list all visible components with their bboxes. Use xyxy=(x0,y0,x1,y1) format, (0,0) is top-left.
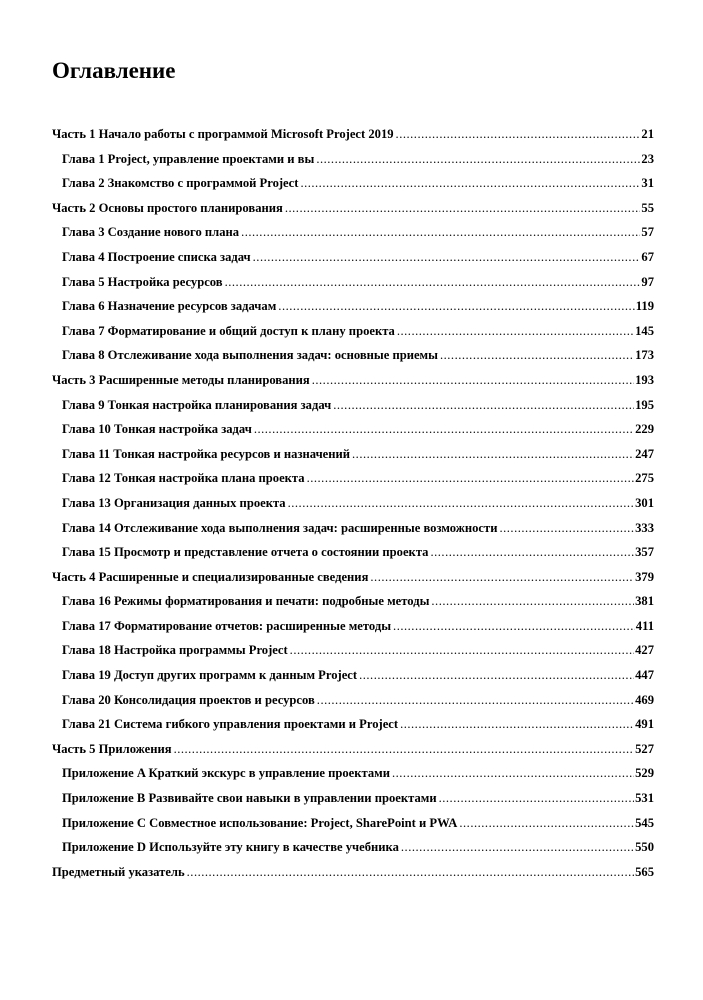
toc-page-number: 229 xyxy=(635,422,654,437)
toc-page-number: 173 xyxy=(635,348,654,363)
toc-page-number: 275 xyxy=(635,471,654,486)
toc-entry-title: Глава 5 Настройка ресурсов xyxy=(62,274,223,289)
toc-chapter-10 xyxy=(52,417,654,442)
toc-entry-title: Глава 15 Просмотр и представление отчета о состоянии проекта xyxy=(62,545,429,560)
toc-page-number: 357 xyxy=(635,545,654,560)
toc-chapter-16 xyxy=(52,589,654,614)
leader-dots xyxy=(396,122,641,147)
toc-page-number: 491 xyxy=(635,717,654,732)
toc-entry-title: Приложение C Совместное использование: Project, SharePoint и PWA xyxy=(62,815,458,830)
toc-chapter-7 xyxy=(52,319,654,344)
leader-dots xyxy=(241,220,640,245)
toc-appendix-d xyxy=(52,835,654,860)
toc-page-number: 565 xyxy=(635,864,654,879)
leader-dots xyxy=(316,147,640,172)
toc-entry-title: Глава 4 Построение списка задач xyxy=(62,249,251,264)
toc-chapter-3 xyxy=(52,220,654,245)
toc-page-number: 447 xyxy=(635,668,654,683)
toc-entry-title: Приложение B Развивайте свои навыки в управлении проектами xyxy=(62,791,437,806)
toc-page-number: 550 xyxy=(635,840,654,855)
toc-page-number: 23 xyxy=(641,151,654,166)
leader-dots xyxy=(499,516,634,541)
toc-page-number: 55 xyxy=(641,200,654,215)
toc-entry-title: Глава 3 Создание нового плана xyxy=(62,225,240,240)
toc-chapter-17 xyxy=(52,614,654,639)
toc-entry-title: Глава 7 Форматирование и общий доступ к плану проекта xyxy=(62,323,395,338)
leader-dots xyxy=(254,417,634,442)
toc-page-number: 195 xyxy=(635,397,654,412)
toc-entry-title: Глава 8 Отслеживание хода выполнения задач: основные приемы xyxy=(62,348,438,363)
toc-chapter-21 xyxy=(52,712,654,737)
leader-dots xyxy=(253,245,641,270)
toc-entry-title: Предметный указатель xyxy=(52,864,185,879)
toc-entry-title: Глава 18 Настройка программы Project xyxy=(62,643,288,658)
leader-dots xyxy=(352,442,634,467)
toc-entry-title: Приложение D Используйте эту книгу в качестве учебника xyxy=(62,840,399,855)
leader-dots xyxy=(440,343,634,368)
leader-dots xyxy=(393,614,635,639)
leader-dots xyxy=(187,860,634,885)
toc-page-number: 531 xyxy=(635,791,654,806)
leader-dots xyxy=(359,663,634,688)
toc-entry-title: Часть 4 Расширенные и специализированные сведения xyxy=(52,569,369,584)
leader-dots xyxy=(459,811,634,836)
toc-entry-title: Часть 1 Начало работы с программой Microsoft Project 2019 xyxy=(52,127,394,141)
leader-dots xyxy=(430,540,634,565)
toc-page-number: 411 xyxy=(635,618,654,633)
toc-page-number: 119 xyxy=(635,299,654,314)
leader-dots xyxy=(392,761,634,786)
leader-dots xyxy=(401,835,634,860)
toc-page-number: 21 xyxy=(641,127,654,141)
toc-page-number: 427 xyxy=(635,643,654,658)
toc-chapter-9 xyxy=(52,393,654,418)
leader-dots xyxy=(174,737,635,762)
leader-dots xyxy=(285,196,641,221)
leader-dots xyxy=(288,491,635,516)
leader-dots xyxy=(439,786,635,811)
toc-entry-title: Глава 11 Тонкая настройка ресурсов и назначений xyxy=(62,446,351,461)
leader-dots xyxy=(317,688,634,713)
toc-part-4 xyxy=(52,565,654,590)
leader-dots xyxy=(312,368,634,393)
page-title: Оглавление xyxy=(52,58,176,83)
toc-entry-title: Приложение A Краткий экскурс в управление проектами xyxy=(62,766,390,781)
toc-page-number: 145 xyxy=(635,323,654,338)
toc-page-number: 529 xyxy=(635,766,654,781)
toc-entry-title: Глава 1 Project, управление проектами и вы xyxy=(62,151,315,166)
toc-page-number: 545 xyxy=(635,815,654,830)
toc-page-number: 247 xyxy=(635,446,654,461)
toc-part-5 xyxy=(52,737,654,762)
toc-chapter-20 xyxy=(52,688,654,713)
leader-dots xyxy=(400,712,634,737)
leader-dots xyxy=(370,565,634,590)
toc-entry-title: Глава 10 Тонкая настройка задач xyxy=(62,422,252,437)
leader-dots xyxy=(225,270,641,295)
toc-chapter-15 xyxy=(52,540,654,565)
toc-chapter-6 xyxy=(52,294,654,319)
toc-entry-title: Часть 3 Расширенные методы планирования xyxy=(52,372,310,387)
toc-entry-title: Часть 2 Основы простого планирования xyxy=(52,200,283,215)
toc-page-number: 301 xyxy=(635,495,654,510)
toc-entry-title: Глава 16 Режимы форматирования и печати: подробные методы xyxy=(62,594,430,609)
toc-appendix-b xyxy=(52,786,654,811)
toc-entry-title: Глава 19 Доступ других программ к данным Project xyxy=(62,668,358,683)
leader-dots xyxy=(300,171,640,196)
toc-entry-title: Глава 21 Система гибкого управления проектами и Project xyxy=(62,717,399,732)
toc-chapter-14 xyxy=(52,516,654,541)
leader-dots xyxy=(333,393,634,418)
toc-chapter-12 xyxy=(52,466,654,491)
leader-dots xyxy=(397,319,634,344)
toc-part-3 xyxy=(52,368,654,393)
toc-entry-title: Часть 5 Приложения xyxy=(52,741,172,756)
leader-dots xyxy=(307,466,635,491)
toc-chapter-13 xyxy=(52,491,654,516)
toc-entry-title: Глава 17 Форматирование отчетов: расширенные методы xyxy=(62,618,392,633)
toc-entry-title: Глава 9 Тонкая настройка планирования задач xyxy=(62,397,332,412)
toc-page-number: 333 xyxy=(635,520,654,535)
toc-part-1 xyxy=(52,122,654,147)
toc-chapter-19 xyxy=(52,663,654,688)
leader-dots xyxy=(290,638,634,663)
toc-entry-title: Глава 13 Организация данных проекта xyxy=(62,495,286,510)
toc-page-number: 57 xyxy=(641,225,654,240)
toc-chapter-1 xyxy=(52,147,654,172)
leader-dots xyxy=(278,294,635,319)
leader-dots xyxy=(431,589,634,614)
toc-chapter-2 xyxy=(52,171,654,196)
toc-chapter-5 xyxy=(52,270,654,295)
toc-chapter-11 xyxy=(52,442,654,467)
toc-entry-title: Глава 6 Назначение ресурсов задачам xyxy=(62,299,277,314)
toc-appendix-a xyxy=(52,761,654,786)
toc-chapter-4 xyxy=(52,245,654,270)
toc-page-number: 379 xyxy=(635,569,654,584)
toc-page-number: 67 xyxy=(641,249,654,264)
toc-entry-title: Глава 12 Тонкая настройка плана проекта xyxy=(62,471,305,486)
toc-part-2 xyxy=(52,196,654,221)
table-of-contents xyxy=(52,120,654,884)
toc-index xyxy=(52,860,654,885)
toc-page-number: 381 xyxy=(635,594,654,609)
toc-entry-title: Глава 2 Знакомство с программой Project xyxy=(62,176,299,191)
toc-page-number: 31 xyxy=(641,176,654,191)
toc-chapter-8 xyxy=(52,343,654,368)
toc-appendix-c xyxy=(52,811,654,836)
toc-page-number: 527 xyxy=(635,741,654,756)
toc-page-number: 97 xyxy=(641,274,654,289)
toc-page-number: 469 xyxy=(635,692,654,707)
toc-entry-title: Глава 14 Отслеживание хода выполнения задач: расширенные возможности xyxy=(62,520,498,535)
toc-entry-title: Глава 20 Консолидация проектов и ресурсов xyxy=(62,692,315,707)
toc-chapter-18 xyxy=(52,638,654,663)
toc-page-number: 193 xyxy=(635,372,654,387)
